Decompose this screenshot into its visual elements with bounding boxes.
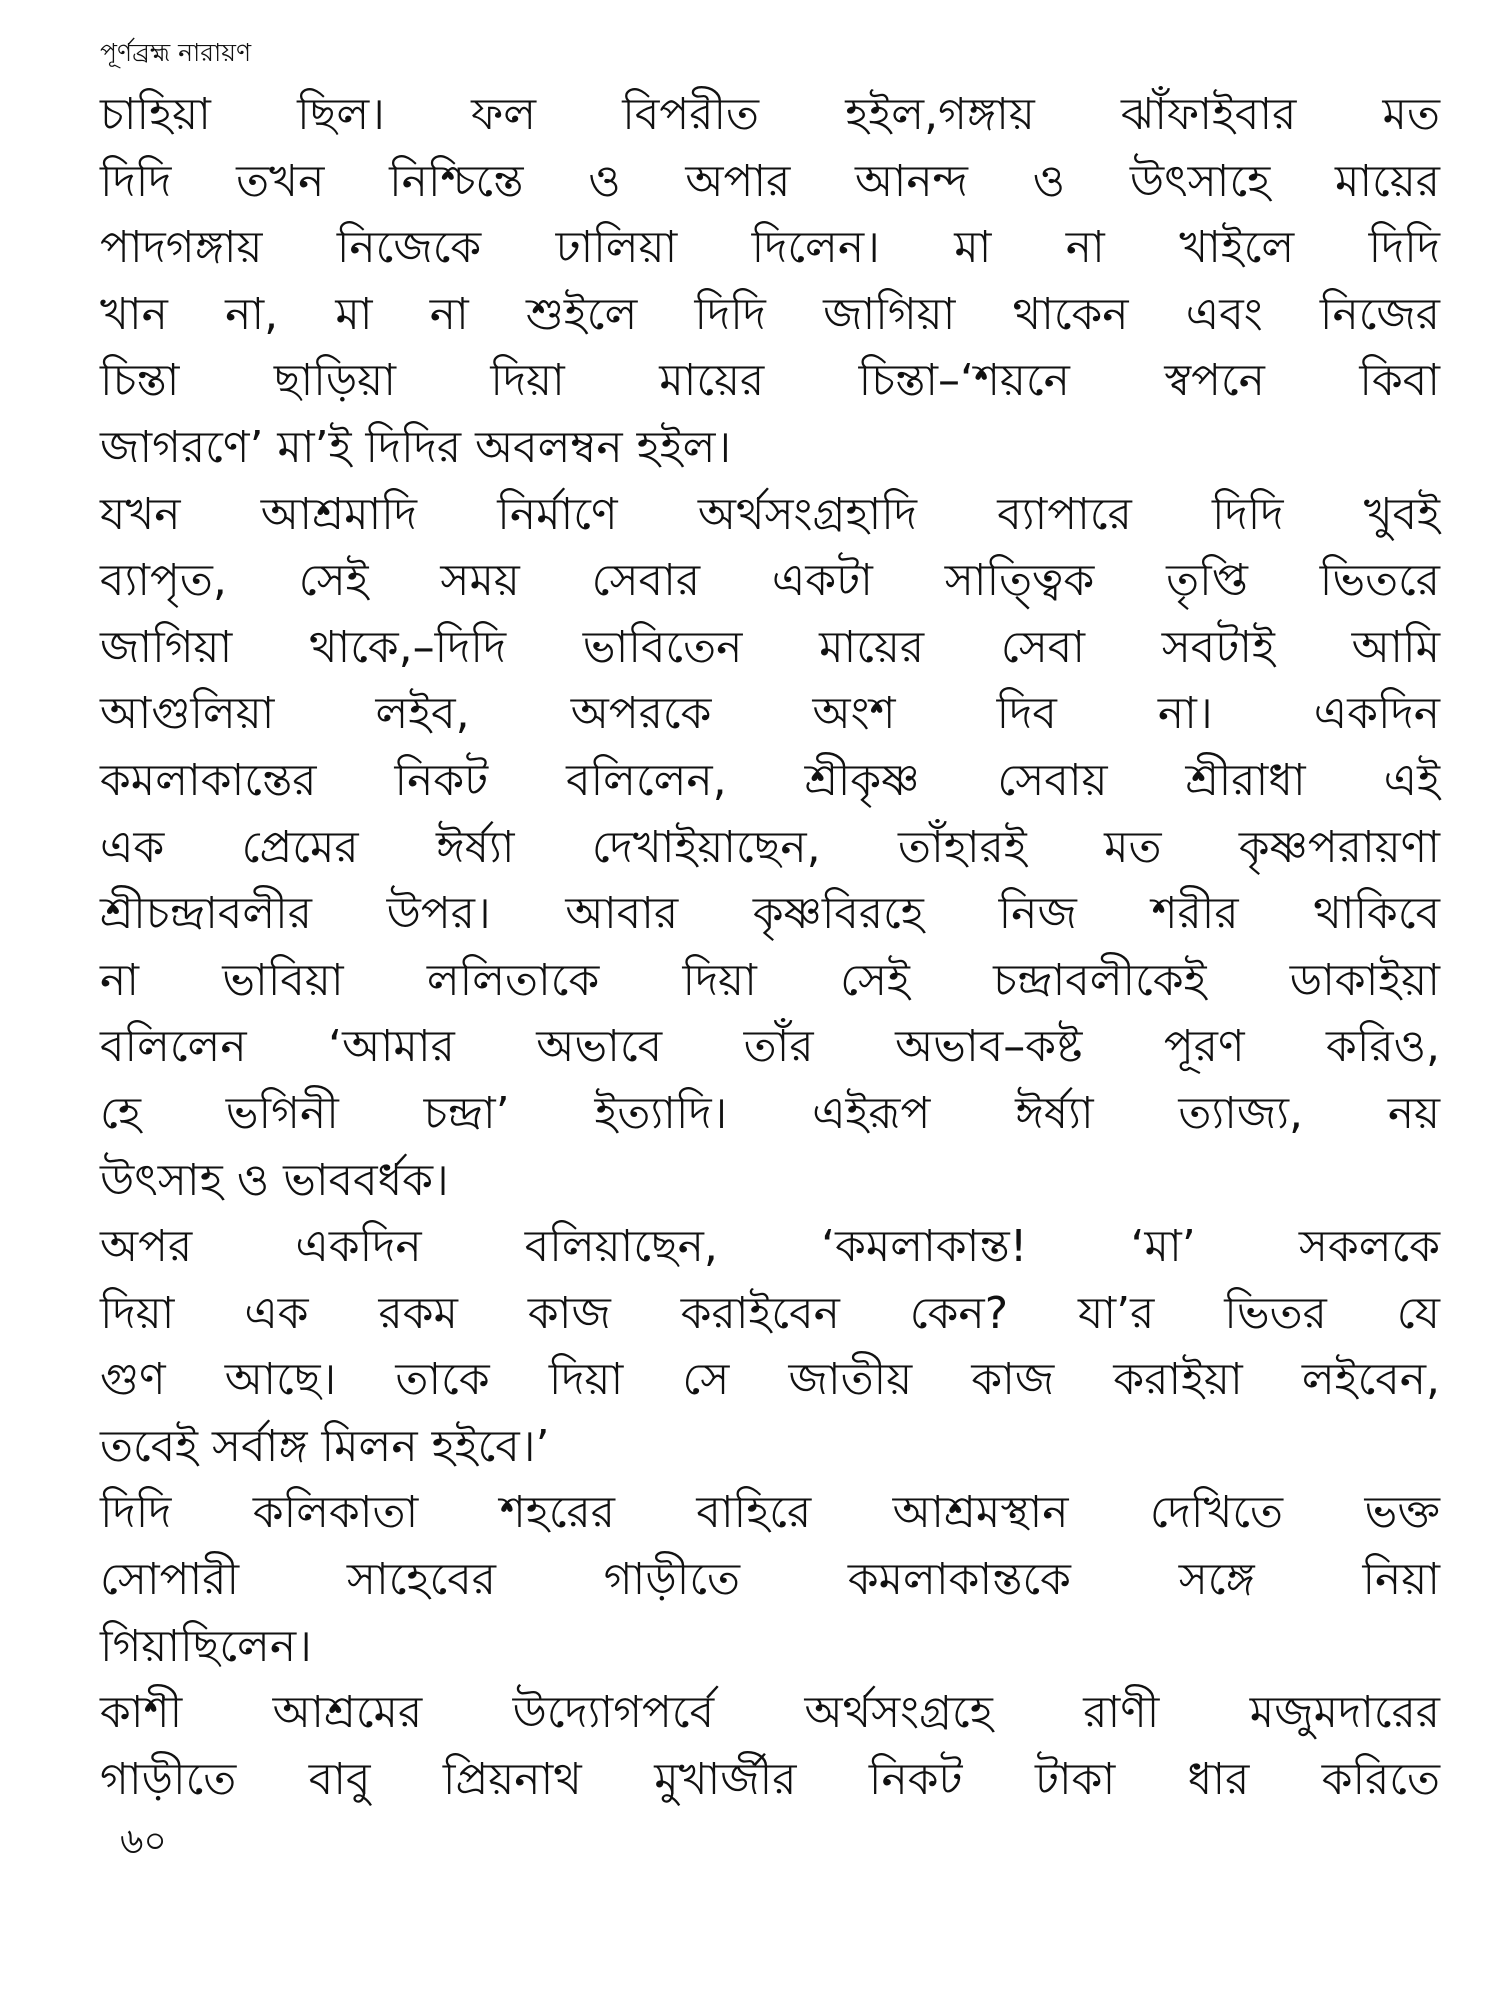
text-line: বলিলেন ‘আমার অভাবে তাঁর অভাব–কষ্ট পূরণ করিও, — [100, 1021, 1440, 1073]
text-line: সোপারী সাহেবের গাড়ীতে কমলাকান্তকে সঙ্গে নিয়া — [100, 1554, 1440, 1606]
text-line: গুণ আছে। তাকে দিয়া সে জাতীয় কাজ করাইয়া লইবেন, — [100, 1354, 1440, 1406]
text-line: আগুলিয়া লইব, অপরকে অংশ দিব না। একদিন — [100, 688, 1440, 740]
running-header: পূর্ণব্রহ্ম নারায়ণ — [100, 38, 252, 67]
paragraph-last-line: উৎসাহ ও ভাববর্ধক। — [100, 1154, 449, 1206]
text-line: ব্যাপৃত, সেই সময় সেবার একটা সাত্ত্বিক তৃপ্তি ভিতরে — [100, 555, 1440, 607]
text-line: কমলাকান্তের নিকট বলিলেন, শ্রীকৃষ্ণ সেবায় শ্রীরাধা এই — [100, 754, 1440, 806]
text-line: চাহিয়া ছিল। ফল বিপরীত হইল,গঙ্গায় ঝাঁফাইবার মত — [100, 89, 1440, 140]
paragraph-last-line: গিয়াছিলেন। — [100, 1620, 312, 1672]
text-line: চিন্তা ছাড়িয়া দিয়া মায়ের চিন্তা–‘শয়নে স্বপনে কিবা — [100, 355, 1440, 407]
text-line: দিদি তখন নিশ্চিন্তে ও অপার আনন্দ ও উৎসাহে মায়ের — [100, 155, 1440, 207]
text-line: খান না, মা না শুইলে দিদি জাগিয়া থাকেন এবং নিজের — [100, 288, 1440, 340]
text-line: যখন আশ্রমাদি নির্মাণে অর্থসংগ্রহাদি ব্যাপারে দিদি খুবই — [100, 488, 1440, 540]
text-line: দিদি কলিকাতা শহরের বাহিরে আশ্রমস্থান দেখিতে ভক্ত — [100, 1487, 1440, 1539]
paragraph-last-line: তবেই সর্বাঙ্গ মিলন হইবে।’ — [100, 1420, 550, 1472]
text-line: এক প্রেমের ঈর্ষ্যা দেখাইয়াছেন, তাঁহারই মত কৃষ্ণপরায়ণা — [100, 821, 1440, 873]
text-line: পাদগঙ্গায় নিজেকে ঢালিয়া দিলেন। মা না খাইলে দিদি — [100, 222, 1440, 274]
text-line: শ্রীচন্দ্রাবলীর উপর। আবার কৃষ্ণবিরহে নিজ শরীর থাকিবে — [100, 888, 1440, 940]
text-line: জাগিয়া থাকে,–দিদি ভাবিতেন মায়ের সেবা সবটাই আমি — [100, 621, 1440, 673]
paragraph-last-line: জাগরণে’ মা’ই দিদির অবলম্বন হইল। — [100, 421, 732, 473]
text-line: অপর একদিন বলিয়াছেন, ‘কমলাকান্ত! ‘মা’ সকলকে — [100, 1221, 1440, 1273]
text-line: না ভাবিয়া ললিতাকে দিয়া সেই চন্দ্রাবলীকেই ডাকাইয়া — [100, 954, 1440, 1006]
text-line: কাশী আশ্রমের উদ্যোগপর্বে অর্থসংগ্রহে রাণী মজুমদারের — [100, 1687, 1440, 1739]
page-number: ৬০ — [120, 1821, 167, 1862]
text-line: দিয়া এক রকম কাজ করাইবেন কেন? যা’র ভিতর যে — [100, 1287, 1440, 1339]
text-line: হে ভগিনী চন্দ্রা’ ইত্যাদি। এইরূপ ঈর্ষ্যা ত্যাজ্য, নয় — [100, 1087, 1440, 1139]
page-body-text — [100, 82, 1440, 1813]
text-line: গাড়ীতে বাবু প্রিয়নাথ মুখার্জীর নিকট টাকা ধার করিতে — [100, 1753, 1440, 1805]
